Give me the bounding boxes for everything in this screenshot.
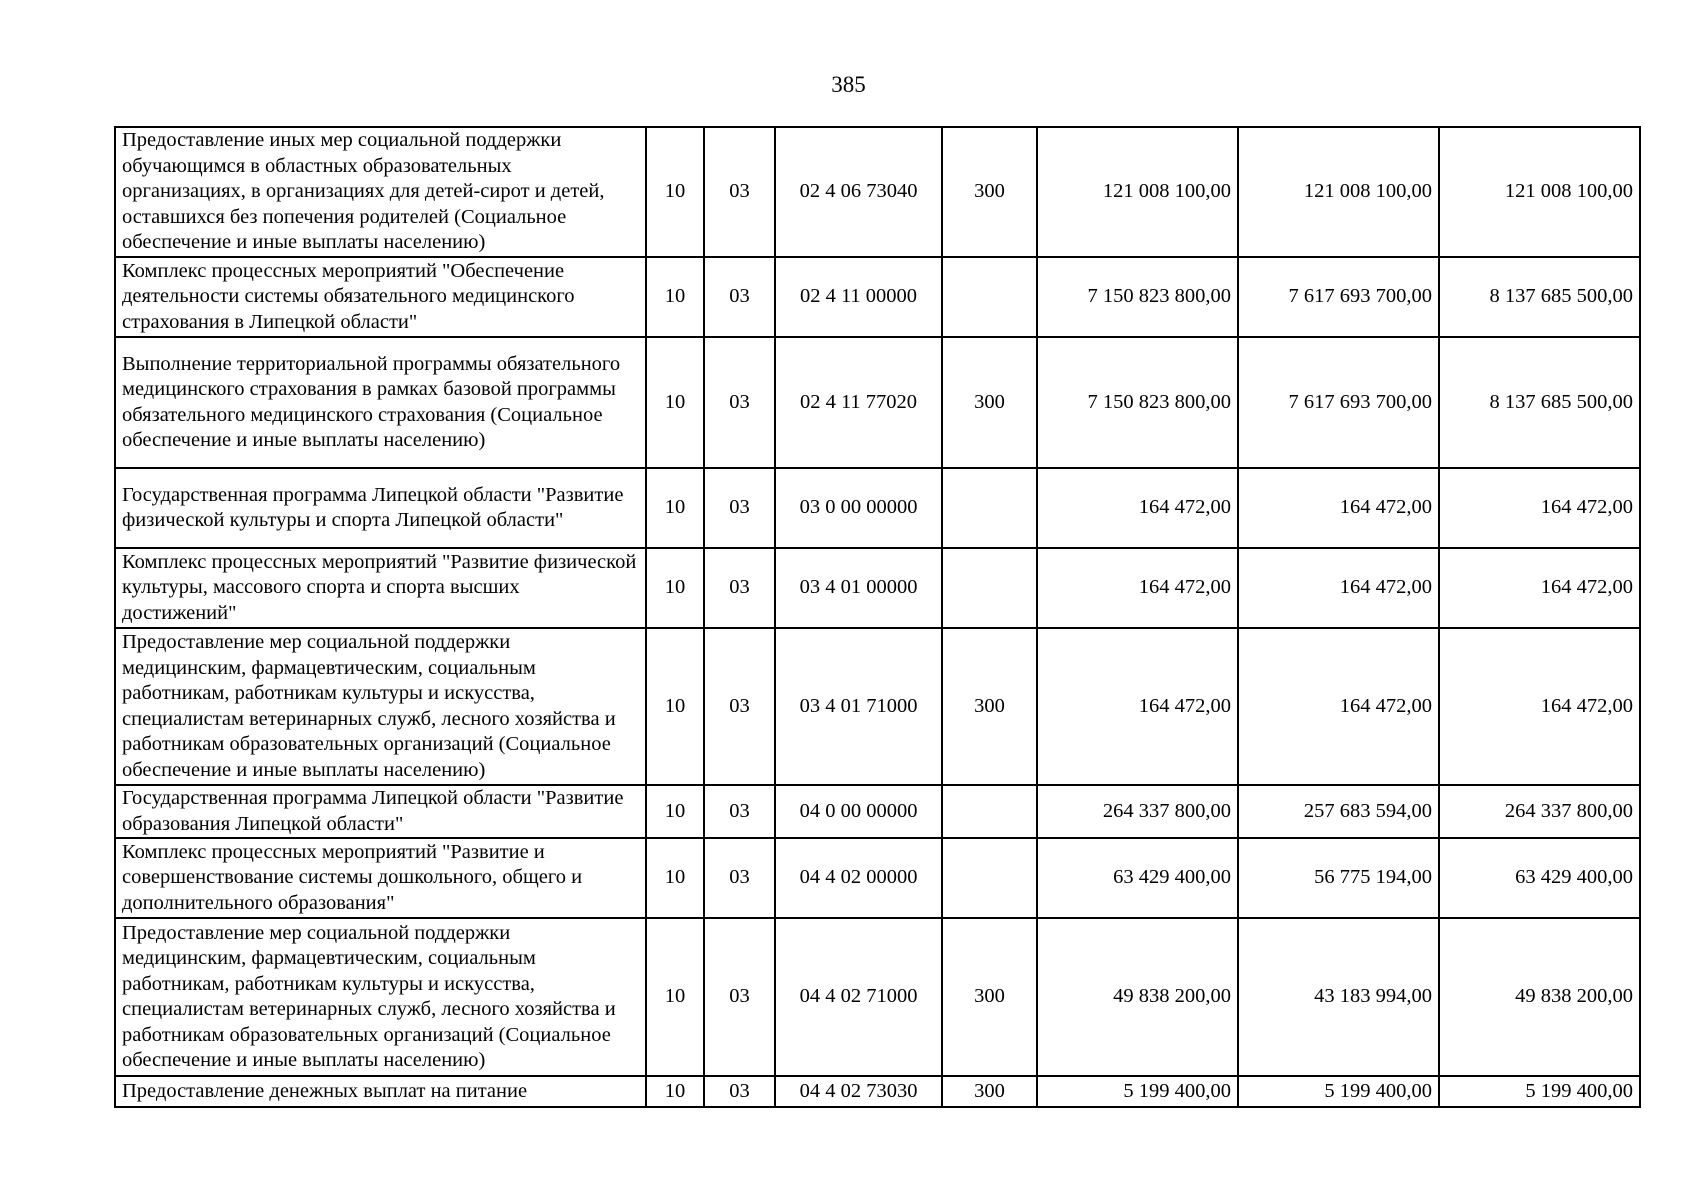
expense-type-cell	[942, 785, 1037, 838]
subsection-code-cell: 03	[704, 127, 775, 257]
amount-year1-cell: 7 150 823 800,00	[1037, 257, 1238, 337]
page-number: 385	[831, 72, 866, 97]
table-row	[115, 257, 1640, 337]
amount-year2-cell: 7 617 693 700,00	[1238, 257, 1439, 337]
target-article-cell: 03 0 00 00000	[775, 468, 942, 548]
section-code-cell: 10	[646, 257, 704, 337]
amount-year1-cell: 49 838 200,00	[1037, 918, 1238, 1076]
target-article-cell: 02 4 06 73040	[775, 127, 942, 257]
target-article-cell: 04 0 00 00000	[775, 785, 942, 838]
subsection-code-cell: 03	[704, 257, 775, 337]
section-code-cell: 10	[646, 337, 704, 468]
amount-year2-cell: 5 199 400,00	[1238, 1076, 1439, 1107]
amount-year1-cell: 121 008 100,00	[1037, 127, 1238, 257]
table-row	[115, 838, 1640, 918]
amount-year2-cell: 164 472,00	[1238, 468, 1439, 548]
table-row	[115, 918, 1640, 1076]
table-row	[115, 548, 1640, 628]
amount-year3-cell: 121 008 100,00	[1439, 127, 1640, 257]
amount-year2-cell: 121 008 100,00	[1238, 127, 1439, 257]
amount-year1-cell: 7 150 823 800,00	[1037, 337, 1238, 468]
subsection-code-cell: 03	[704, 468, 775, 548]
row-name-cell: Комплекс процессных мероприятий "Обеспечение деятельности системы обязательного медицинского страхования в Липецкой области"	[115, 257, 646, 337]
section-code-cell: 10	[646, 1076, 704, 1107]
expense-type-cell: 300	[942, 918, 1037, 1076]
amount-year1-cell: 164 472,00	[1037, 628, 1238, 785]
amount-year1-cell: 164 472,00	[1037, 468, 1238, 548]
budget-table	[114, 126, 1641, 1108]
row-name-cell: Предоставление мер социальной поддержки медицинским, фармацевтическим, социальным работникам, работникам культуры и искусства, специалистам ветеринарных служб, лесного хозяйства и работникам образовательных организаций (Социальное обеспечение и иные выплаты населению)	[115, 918, 646, 1076]
expense-type-cell	[942, 838, 1037, 918]
expense-type-cell	[942, 468, 1037, 548]
table-row	[115, 785, 1640, 838]
amount-year1-cell: 264 337 800,00	[1037, 785, 1238, 838]
amount-year3-cell: 8 137 685 500,00	[1439, 337, 1640, 468]
amount-year3-cell: 8 137 685 500,00	[1439, 257, 1640, 337]
expense-type-cell	[942, 257, 1037, 337]
row-name-cell: Комплекс процессных мероприятий "Развитие и совершенствование системы дошкольного, общего и дополнительного образования"	[115, 838, 646, 918]
table-row	[115, 468, 1640, 548]
amount-year2-cell: 43 183 994,00	[1238, 918, 1439, 1076]
amount-year3-cell: 164 472,00	[1439, 548, 1640, 628]
amount-year3-cell: 264 337 800,00	[1439, 785, 1640, 838]
amount-year2-cell: 7 617 693 700,00	[1238, 337, 1439, 468]
section-code-cell: 10	[646, 548, 704, 628]
table-row	[115, 337, 1640, 468]
row-name-cell: Государственная программа Липецкой области "Развитие физической культуры и спорта Липецкой области"	[115, 468, 646, 548]
table-row	[115, 1076, 1640, 1107]
row-name-cell: Выполнение территориальной программы обязательного медицинского страхования в рамках базовой программы обязательного медицинского страхования (Социальное обеспечение и иные выплаты населению)	[115, 337, 646, 468]
row-name-cell: Предоставление мер социальной поддержки медицинским, фармацевтическим, социальным работникам, работникам культуры и искусства, специалистам ветеринарных служб, лесного хозяйства и работникам образовательных организаций (Социальное обеспечение и иные выплаты населению)	[115, 628, 646, 785]
subsection-code-cell: 03	[704, 628, 775, 785]
subsection-code-cell: 03	[704, 785, 775, 838]
amount-year2-cell: 257 683 594,00	[1238, 785, 1439, 838]
amount-year3-cell: 63 429 400,00	[1439, 838, 1640, 918]
amount-year3-cell: 49 838 200,00	[1439, 918, 1640, 1076]
amount-year3-cell: 164 472,00	[1439, 468, 1640, 548]
table-row	[115, 127, 1640, 257]
row-name-cell: Предоставление денежных выплат на питание	[115, 1076, 646, 1107]
target-article-cell: 02 4 11 77020	[775, 337, 942, 468]
target-article-cell: 03 4 01 00000	[775, 548, 942, 628]
section-code-cell: 10	[646, 785, 704, 838]
target-article-cell: 04 4 02 00000	[775, 838, 942, 918]
amount-year1-cell: 63 429 400,00	[1037, 838, 1238, 918]
amount-year3-cell: 164 472,00	[1439, 628, 1640, 785]
expense-type-cell: 300	[942, 628, 1037, 785]
subsection-code-cell: 03	[704, 337, 775, 468]
section-code-cell: 10	[646, 628, 704, 785]
expense-type-cell: 300	[942, 337, 1037, 468]
expense-type-cell: 300	[942, 1076, 1037, 1107]
row-name-cell: Комплекс процессных мероприятий "Развитие физической культуры, массового спорта и спорта высших достижений"	[115, 548, 646, 628]
amount-year3-cell: 5 199 400,00	[1439, 1076, 1640, 1107]
subsection-code-cell: 03	[704, 838, 775, 918]
target-article-cell: 04 4 02 71000	[775, 918, 942, 1076]
section-code-cell: 10	[646, 468, 704, 548]
expense-type-cell: 300	[942, 127, 1037, 257]
amount-year1-cell: 164 472,00	[1037, 548, 1238, 628]
section-code-cell: 10	[646, 127, 704, 257]
section-code-cell: 10	[646, 838, 704, 918]
subsection-code-cell: 03	[704, 548, 775, 628]
amount-year2-cell: 164 472,00	[1238, 548, 1439, 628]
target-article-cell: 02 4 11 00000	[775, 257, 942, 337]
budget-table-body	[115, 127, 1640, 1107]
amount-year2-cell: 164 472,00	[1238, 628, 1439, 785]
row-name-cell: Государственная программа Липецкой области "Развитие образования Липецкой области"	[115, 785, 646, 838]
subsection-code-cell: 03	[704, 1076, 775, 1107]
expense-type-cell	[942, 548, 1037, 628]
subsection-code-cell: 03	[704, 918, 775, 1076]
amount-year1-cell: 5 199 400,00	[1037, 1076, 1238, 1107]
amount-year2-cell: 56 775 194,00	[1238, 838, 1439, 918]
row-name-cell: Предоставление иных мер социальной поддержки обучающимся в областных образовательных организациях, в организациях для детей-сирот и детей, оставшихся без попечения родителей (Социальное обеспечение и иные выплаты населению)	[115, 127, 646, 257]
table-row	[115, 628, 1640, 785]
target-article-cell: 03 4 01 71000	[775, 628, 942, 785]
target-article-cell: 04 4 02 73030	[775, 1076, 942, 1107]
section-code-cell: 10	[646, 918, 704, 1076]
